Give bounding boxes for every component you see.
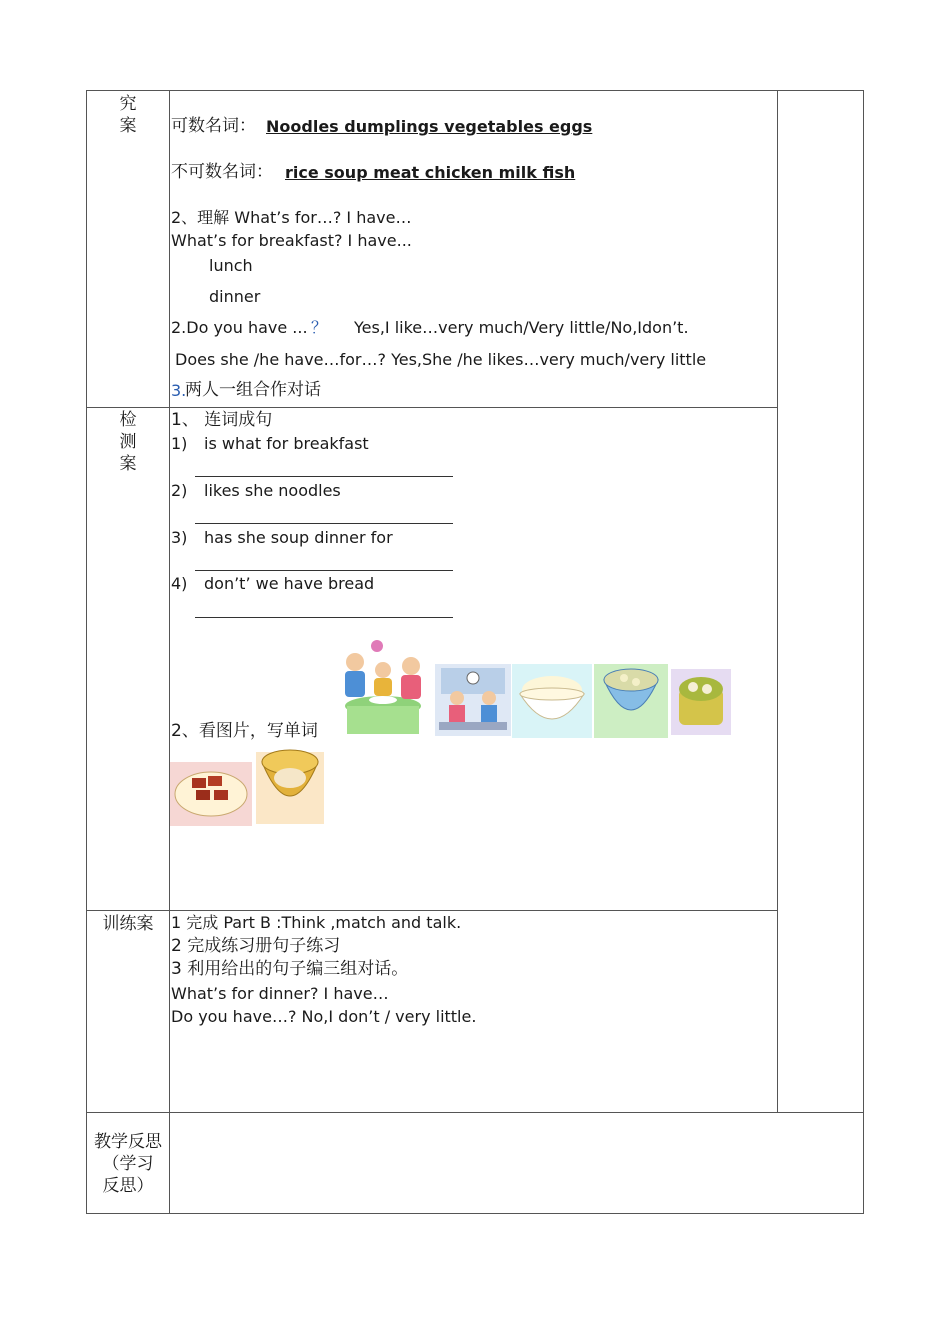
item2-title: 2、理解 What’s for…? I have… [171,208,412,227]
uncountable-label: 不可数名词： [171,162,273,182]
table-bottom-border [86,1213,864,1214]
soup-bowl-illustration [594,656,668,738]
item2-line3: dinner [209,287,261,306]
sentence-2-text: likes she noodles [204,481,341,500]
item3-number: 3. [171,381,187,400]
notes-column-divider [777,90,778,1113]
sentence-3-number: 3) [171,528,188,547]
does-she-line: Does she /he have…for…? Yes,She /he likes…very much/very little [175,350,707,369]
item2-line1: What’s for breakfast? I have... [171,231,412,250]
sentence-2-number: 2) [171,481,188,500]
train-line-5: Do you have…? No,I don’t / very little. [171,1007,477,1026]
meat-dish-illustration [170,762,252,826]
row-divider-train-reflect [86,1112,864,1113]
reflect-section-label: 教学反思 （学习 反思） [94,1132,162,1196]
row-divider-explore-test [86,407,778,408]
table-left-border [86,90,87,1214]
do-you-have-answer: Yes,I like…very much/Very little/No,Idon’t. [354,318,689,337]
answer-blank-3[interactable] [195,570,453,571]
label-column-divider [169,90,170,1214]
answer-blank-2[interactable] [195,523,453,524]
train-line-1: 1 完成 Part B :Think ,match and talk. [171,913,462,932]
q1-title: 1、 连词成句 [171,410,273,430]
row-divider-test-train [86,910,778,911]
uncountable-words: rice soup meat chicken milk fish [285,163,576,182]
countable-words: Noodles dumplings vegetables eggs [266,117,593,136]
question-mark: ？ [311,318,328,337]
item2-line2: lunch [209,256,253,275]
answer-blank-1[interactable] [195,476,453,477]
explore-section-label: 究 案 [119,94,137,136]
sentence-1-text: is what for breakfast [204,434,369,453]
sentence-4-text: don’t’ we have bread [204,574,375,593]
train-line-3: 3 利用给出的句子编三组对话。 [171,959,409,979]
dumplings-illustration [671,669,731,735]
chicken-dish-illustration [256,744,324,824]
rice-bowl-illustration [512,664,592,738]
sentence-4-number: 4) [171,574,188,593]
school-lunch-illustration [435,664,511,736]
table-top-border [86,90,864,91]
answer-blank-4[interactable] [195,617,453,618]
train-section-label: 训练案 [102,914,154,934]
train-line-2: 2 完成练习册句子练习 [171,936,341,956]
countable-label: 可数名词： [171,116,256,136]
q2-title: 2、看图片，写单词 [171,721,318,741]
test-section-label: 检 测 案 [119,410,137,474]
sentence-3-text: has she soup dinner for [204,528,393,547]
do-you-have-question: 2.Do you have ... [171,318,308,337]
family-dinner-illustration [333,638,433,740]
table-right-border [863,90,864,1214]
train-line-4: What’s for dinner? I have… [171,984,389,1003]
sentence-1-number: 1) [171,434,188,453]
item3-text: 两人一组合作对话 [185,380,321,400]
